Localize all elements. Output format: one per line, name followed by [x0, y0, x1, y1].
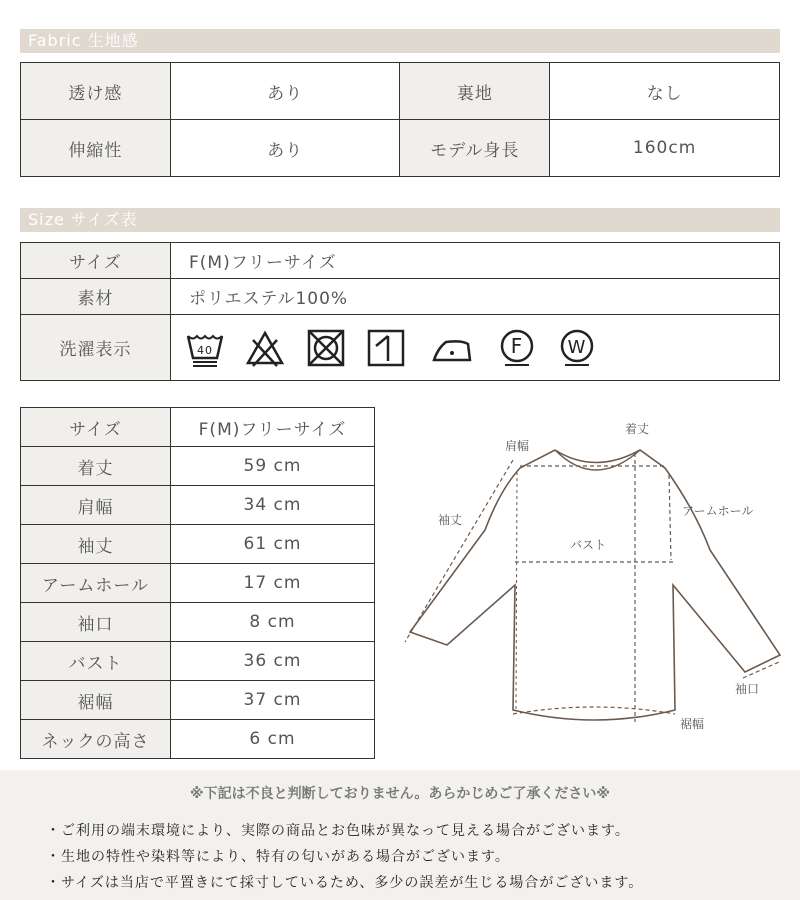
size-row-value: 34 cm: [171, 486, 375, 525]
fabric-value: なし: [550, 63, 780, 120]
notice-item: ・生地の特性や染料等により、特有の匂いがある場合がございます。: [46, 849, 510, 865]
hem-label: 裾幅: [680, 717, 705, 731]
table-row: [21, 408, 375, 447]
table-row: [21, 447, 375, 486]
size-row-label: 袖口: [21, 603, 171, 642]
sleeve-label: 袖丈: [438, 513, 463, 527]
notice-panel: [0, 770, 800, 900]
notice-title: ※下記は不良と判断しておりません。あらかじめご了承ください※: [189, 786, 611, 802]
no-bleach-icon: [245, 328, 285, 368]
table-row: [21, 63, 780, 120]
wet-clean-w-icon: [557, 328, 597, 368]
table-row: [21, 681, 375, 720]
size-row-label: 着丈: [21, 447, 171, 486]
size-row-value: 17 cm: [171, 564, 375, 603]
size-row-value: 59 cm: [171, 447, 375, 486]
size-header-label: サイズ: [21, 408, 171, 447]
info-value: ポリエステル100%: [171, 279, 780, 315]
size-row-value: 8 cm: [171, 603, 375, 642]
fabric-section-title: Fabric 生地感: [20, 29, 780, 53]
fabric-label: モデル身長: [400, 120, 550, 177]
notice-item: ・ご利用の端末環境により、実際の商品とお色味が異なって見える場合がございます。: [46, 823, 630, 839]
table-row: [21, 315, 780, 381]
size-row-value: 37 cm: [171, 681, 375, 720]
size-row-label: 裾幅: [21, 681, 171, 720]
table-row: [21, 279, 780, 315]
wash-temp-text: 40: [197, 343, 213, 357]
notice-item: ・サイズは当店で平置きにて採寸しているため、多少の誤差が生じる場合がございます。: [46, 875, 644, 891]
line-dry-icon: [366, 328, 406, 368]
care-label: 洗濯表示: [21, 315, 171, 381]
garment-measurement-diagram: [395, 410, 790, 740]
fabric-value: あり: [170, 63, 400, 120]
no-tumble-dry-icon: [306, 328, 346, 368]
fabric-value: あり: [170, 120, 400, 177]
table-row: [21, 720, 375, 759]
dry-clean-f-text: F: [510, 333, 524, 358]
bust-label: バスト: [570, 538, 607, 552]
size-row-value: 36 cm: [171, 642, 375, 681]
size-row-label: 袖丈: [21, 525, 171, 564]
table-row: [21, 642, 375, 681]
fabric-label: 伸縮性: [21, 120, 171, 177]
size-row-value: 6 cm: [171, 720, 375, 759]
wash-40-icon: [185, 328, 225, 368]
size-row-value: 61 cm: [171, 525, 375, 564]
shoulder-label: 肩幅: [505, 439, 530, 453]
fabric-label: 裏地: [400, 63, 550, 120]
info-value: F(M)フリーサイズ: [171, 243, 780, 279]
info-label: サイズ: [21, 243, 171, 279]
table-row: [21, 525, 375, 564]
size-section-title: Size サイズ表: [20, 208, 780, 232]
care-icons: [171, 315, 780, 381]
size-measurement-table: [20, 407, 375, 759]
table-row: [21, 486, 375, 525]
table-row: [21, 564, 375, 603]
fabric-label: 透け感: [21, 63, 171, 120]
table-row: [21, 120, 780, 177]
garment-outline: [410, 450, 780, 720]
length-label: 着丈: [625, 422, 650, 436]
size-row-label: アームホール: [21, 564, 171, 603]
size-row-label: バスト: [21, 642, 171, 681]
iron-low-icon: [427, 328, 477, 368]
size-info-table: [20, 242, 780, 381]
size-row-label: 肩幅: [21, 486, 171, 525]
info-label: 素材: [21, 279, 171, 315]
size-header-value: F(M)フリーサイズ: [171, 408, 375, 447]
dry-clean-f-icon: [497, 328, 537, 368]
fabric-table: [20, 62, 780, 177]
size-row-label: ネックの高さ: [21, 720, 171, 759]
cuff-label: 袖口: [735, 682, 760, 696]
armhole-label: アームホール: [682, 504, 754, 518]
wet-clean-w-text: W: [568, 336, 587, 358]
fabric-value: 160cm: [550, 120, 780, 177]
table-row: [21, 243, 780, 279]
table-row: [21, 603, 375, 642]
